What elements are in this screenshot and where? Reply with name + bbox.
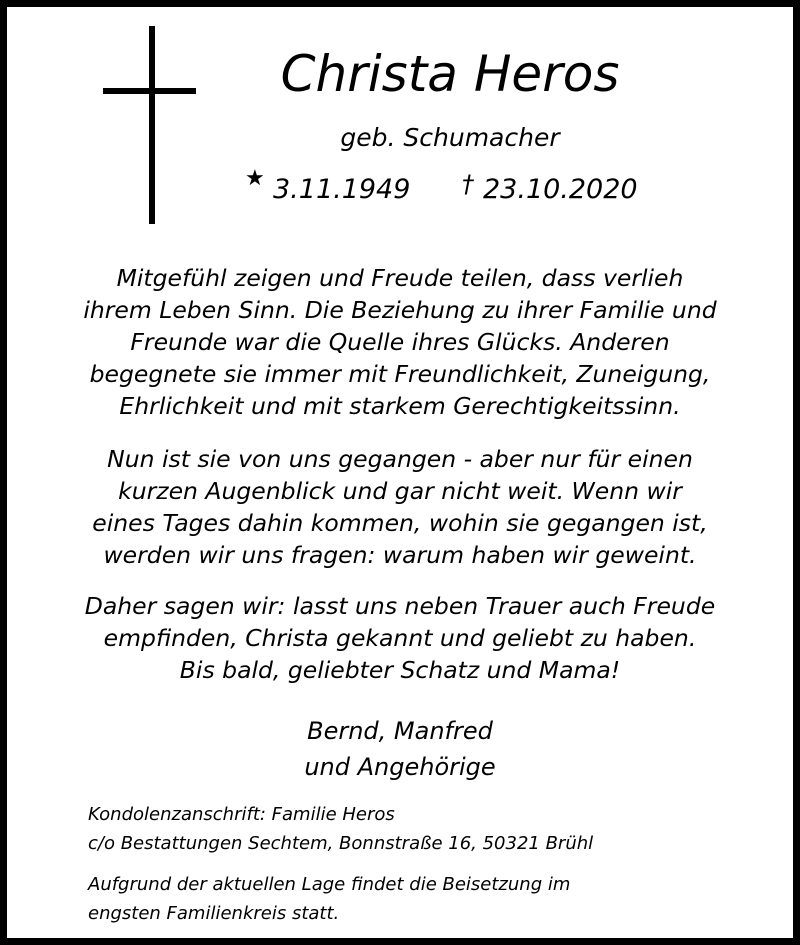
funeral-notice	[88, 870, 768, 928]
text-line: Daher sagen wir: lasst uns neben Trauer auch Freude	[84, 592, 716, 620]
signers	[200, 713, 600, 785]
signer-line: und Angehörige	[304, 753, 496, 781]
text-line: kurzen Augenblick und gar nicht weit. Wenn wir	[118, 477, 682, 505]
text-line: eines Tages dahin kommen, wohin sie gegangen ist,	[92, 509, 708, 537]
death-date: 23.10.2020	[483, 174, 638, 205]
paragraph-1	[60, 262, 740, 422]
text-line: ihrem Leben Sinn. Die Beziehung zu ihrer Familie und	[83, 296, 717, 324]
text-line: Nun ist sie von uns gegangen - aber nur für einen	[107, 445, 693, 473]
signer-line: Bernd, Manfred	[307, 717, 493, 745]
text-line: Freunde war die Quelle ihres Glücks. Anderen	[130, 328, 670, 356]
birth-date: 3.11.1949	[273, 174, 411, 205]
text-line: Ehrlichkeit und mit starkem Gerechtigkeitssinn.	[119, 392, 681, 420]
paragraph-2	[60, 443, 740, 571]
cross-horizontal-bar	[103, 88, 196, 94]
text-line: begegnete sie immer mit Freundlichkeit, Zuneigung,	[89, 360, 711, 388]
text-line: Bis bald, geliebter Schatz und Mama!	[179, 656, 621, 684]
notice-line: Aufgrund der aktuellen Lage findet die Beisetzung im	[88, 874, 571, 895]
deceased-name: Christa Heros	[280, 45, 620, 103]
life-dates	[0, 166, 800, 212]
address-line: c/o Bestattungen Sechtem, Bonnstraße 16, 50321 Brühl	[88, 833, 594, 854]
text-line: Mitgefühl zeigen und Freude teilen, dass verlieh	[116, 264, 684, 292]
death-dagger-icon: †	[462, 170, 474, 198]
birth-name: geb. Schumacher	[340, 123, 560, 152]
text-line: empfinden, Christa gekannt und geliebt zu haben.	[103, 624, 697, 652]
birth-star-icon: ★	[245, 166, 265, 191]
address-line: Kondolenzanschrift: Familie Heros	[88, 804, 395, 825]
paragraph-3	[60, 590, 740, 686]
notice-line: engsten Familienkreis statt.	[88, 903, 340, 924]
condolence-address	[88, 800, 768, 858]
text-line: werden wir uns fragen: warum haben wir geweint.	[103, 541, 697, 569]
